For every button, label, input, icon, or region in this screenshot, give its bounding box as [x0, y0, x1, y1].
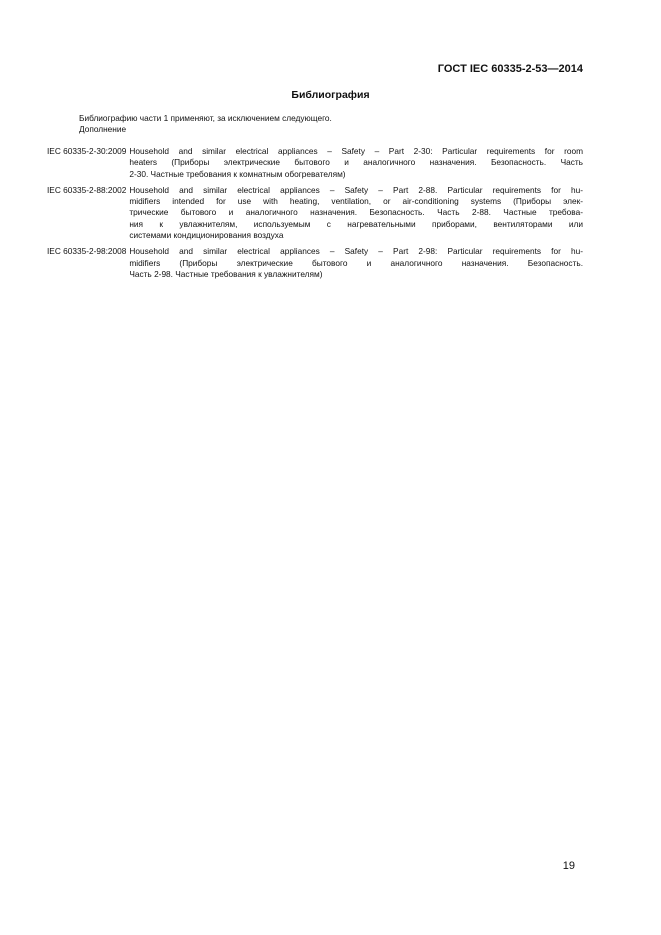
intro-text [79, 113, 332, 136]
reference-line: Household and similar electrical appliances – Safety – Part 2-30: Particular requirements for room [129, 146, 583, 156]
page-title: Библиография [291, 89, 370, 101]
reference-text [129, 185, 583, 241]
intro-line: Дополнение [79, 124, 127, 135]
reference-code: IEC 60335-2-98:2008 [47, 246, 127, 257]
reference-line: Household and similar electrical appliances – Safety – Part 2-98: Particular requirements for hu- [129, 246, 583, 257]
reference-line: Часть 2-98. Частные требования к увлажнителям) [129, 268, 323, 279]
reference-line: midifiers (Приборы электрические бытового и аналогичного назначения. Безопасность. [129, 257, 583, 268]
reference-text [129, 146, 583, 180]
reference-line: трические бытового и аналогичного назначения. Безопасность. Часть 2-88. Частные требова- [129, 207, 583, 218]
reference-code: IEC 60335-2-30:2009 [47, 146, 127, 156]
reference-item [47, 185, 583, 241]
reference-line: системами кондиционирования воздуха [129, 230, 284, 241]
reference-item [47, 146, 583, 180]
reference-code: IEC 60335-2-88:2002 [47, 184, 127, 195]
reference-list [47, 146, 583, 285]
reference-line: ния к увлажнителям, используемым с нагревательными приборами, вентиляторами или [129, 218, 583, 229]
reference-item [47, 246, 583, 280]
reference-text [129, 246, 583, 280]
reference-line: Household and similar electrical appliances – Safety – Part 2-88. Particular requirements for hu- [129, 184, 583, 195]
reference-line: 2-30. Частные требования к комнатным обогревателям) [129, 168, 346, 179]
intro-line: Библиографию части 1 применяют, за исключением следующего. [79, 113, 332, 123]
reference-line: heaters (Приборы электрические бытового и аналогичного назначения. Безопасность. Часть [129, 157, 583, 168]
page-number: 19 [562, 860, 575, 872]
document-code: ГОСТ IEC 60335-2-53—2014 [437, 63, 583, 75]
reference-line: midifiers intended for use with heating, ventilation, or air-conditioning systems (Приборы элек- [129, 196, 583, 207]
